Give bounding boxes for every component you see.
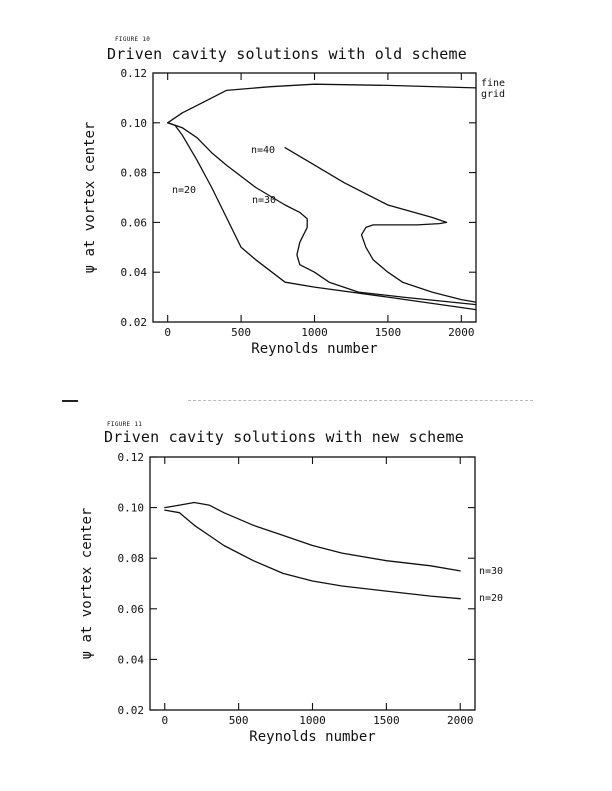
fig10-y-tick-label: 0.02 — [120, 316, 147, 329]
fig11-x-tick-label: 0 — [161, 714, 169, 727]
fig10-x-tick-label: 1500 — [374, 326, 402, 339]
fig10-y-tick-label: 0.04 — [120, 266, 147, 280]
fig11-y-tick-label: 0.06 — [117, 602, 144, 616]
fig11-series-n-30 — [165, 503, 460, 571]
fig10-x-tick-label: 1000 — [301, 326, 328, 339]
fig11-x-axis-title: Reynolds number — [249, 729, 376, 745]
fig11-label-n-20: n=20 — [479, 593, 504, 604]
fig11-y-tick-label: 0.04 — [117, 653, 144, 667]
fig10-y-tick-label: 0.12 — [120, 67, 147, 80]
fig10-label-n-40: n=40 — [251, 145, 276, 156]
fig10-label-fine-grid: fine grid — [481, 77, 506, 100]
fig10-x-axis-title: Reynolds number — [251, 341, 378, 357]
fig11-series-n-20 — [165, 510, 460, 599]
fig11-y-tick-label: 0.08 — [117, 552, 144, 566]
fig11-plot-frame — [150, 457, 475, 710]
fig10-y-tick-label: 0.10 — [120, 116, 147, 130]
fig11-y-tick-label: 0.12 — [117, 451, 144, 464]
fig10-y-axis-title: ψ at vortex center — [82, 121, 98, 274]
fig10-x-tick-label: 2000 — [448, 326, 475, 339]
fig11-y-tick-label: 0.10 — [117, 501, 144, 515]
fig10-y-tick-label: 0.08 — [120, 166, 147, 180]
figure-11-title: Driven cavity solutions with new scheme — [104, 428, 464, 446]
fig11-x-tick-label: 2000 — [446, 714, 474, 727]
fig11-x-tick-label: 1000 — [299, 714, 326, 727]
fig10-label-n-20: n=20 — [172, 185, 197, 196]
fig11-y-axis-title: ψ at vortex center — [79, 507, 95, 660]
fig10-x-tick-label: 500 — [231, 326, 252, 339]
figure-11-label: FIGURE 11 — [107, 421, 143, 428]
fig10-y-tick-label: 0.06 — [120, 216, 147, 230]
fig11-label-n-30: n=30 — [479, 566, 504, 577]
fig11-x-tick-label: 1500 — [373, 714, 400, 727]
fig10-label-n-30: n=30 — [252, 195, 277, 206]
figure-10-title: Driven cavity solutions with old scheme — [107, 45, 467, 63]
figure-10-label: FIGURE 10 — [115, 36, 151, 43]
fig11-y-tick-label: 0.02 — [117, 704, 144, 717]
fig10-x-tick-label: 0 — [164, 326, 171, 339]
fig11-x-tick-label: 500 — [228, 714, 249, 727]
